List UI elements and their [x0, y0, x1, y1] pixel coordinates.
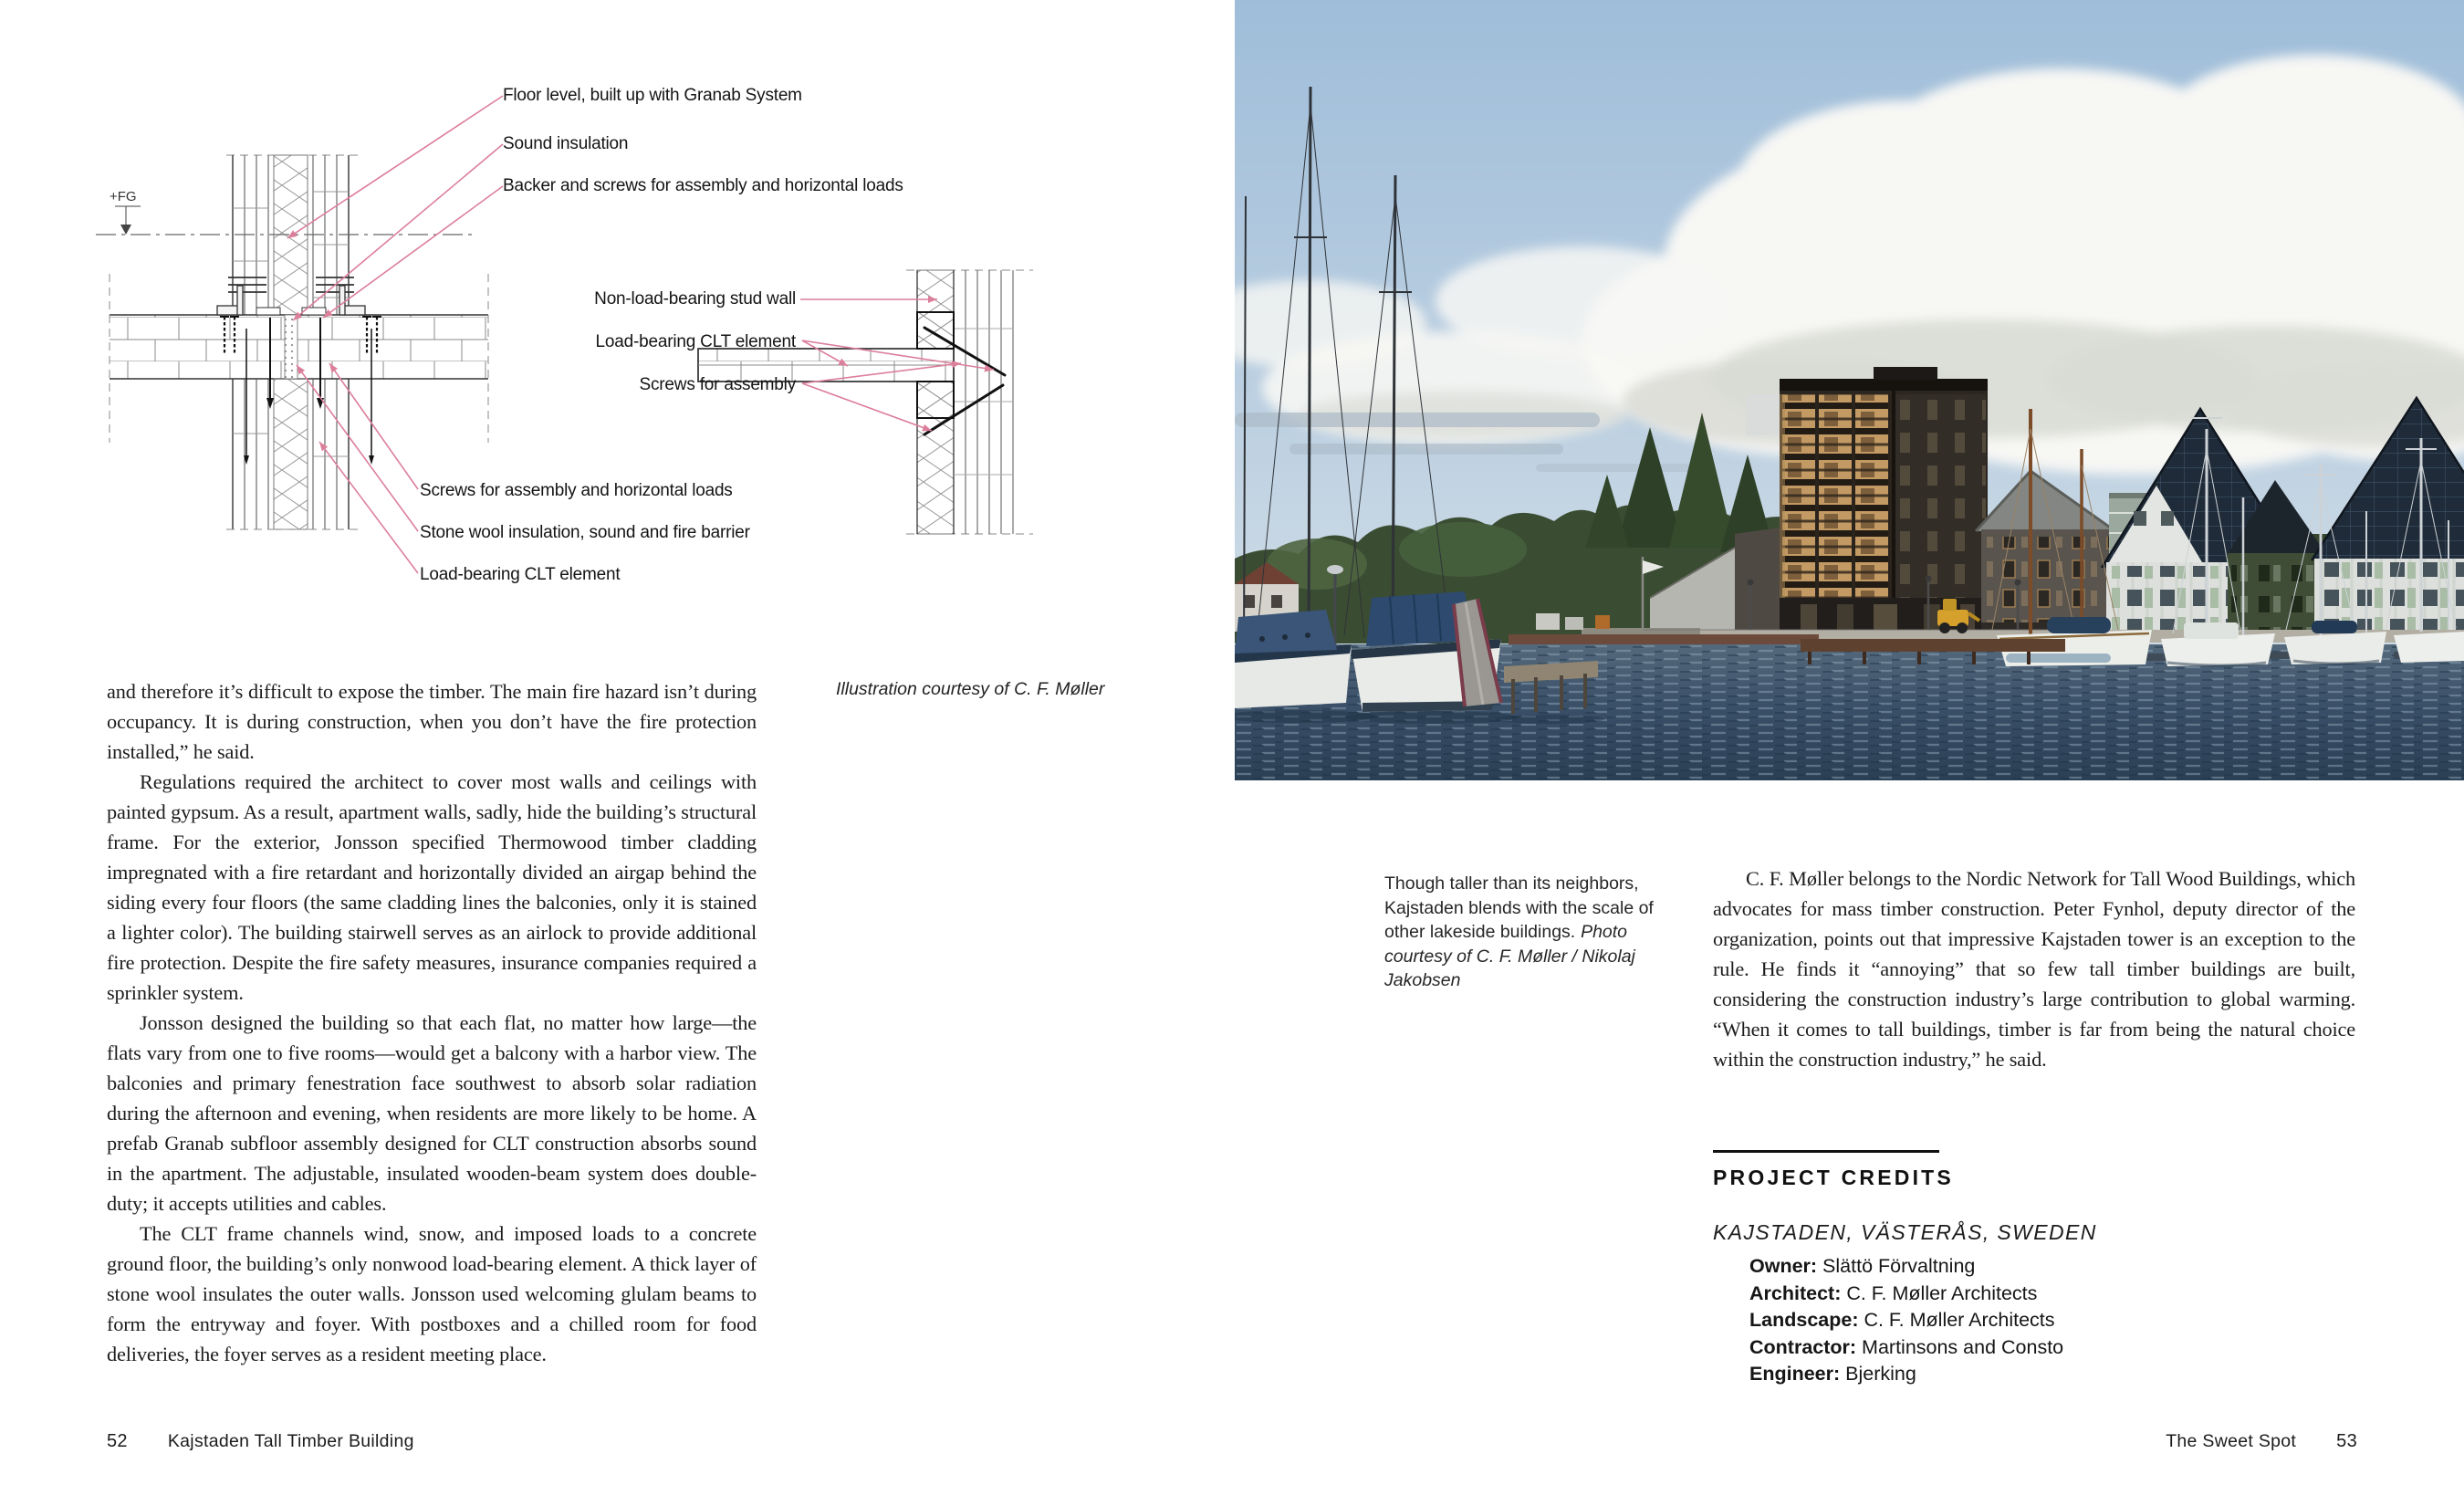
wall-floor-junction	[96, 155, 488, 529]
photo-caption	[1384, 872, 1675, 993]
diagram-label-stud-wall: Non-load-bearing stud wall	[594, 289, 796, 309]
body-paragraph: The CLT frame channels wind, snow, and imposed loads to a concrete ground floor, the building’s only nonwood load-bearing element. A thick layer of stone wool insulates the outer walls. Jonsson used welcoming glulam beams to form the entryway and foyer. With postboxes and a chilled room for food deliveries, the foyer serves as a resident meeting place.	[107, 1222, 757, 1365]
diagram-label-floor-level: Floor level, built up with Granab System	[503, 86, 802, 105]
diagram-label-stone-wool: Stone wool insulation, sound and fire barrier	[420, 523, 750, 542]
credit-label: Contractor:	[1749, 1335, 1857, 1358]
left-body-text	[107, 676, 757, 1369]
photo-caption-text: Though taller than its neighbors, Kajstaden blends with the scale of other lakeside buildings.	[1384, 873, 1654, 942]
credit-label: Owner:	[1749, 1255, 1818, 1277]
credit-label: Architect:	[1749, 1281, 1842, 1304]
photo-caption-credit: Photo courtesy of C. F. Møller / Nikolaj Jakobsen	[1384, 922, 1635, 990]
body-paragraph: Regulations required the architect to cover most walls and ceilings with painted gypsum. As a result, apartment walls, sadly, hide the building’s structural frame. For the exterior, Jonsson specified Thermowood timber cladding impregnated with a fire retardant and horizontally divided an airgap behind the siding every four floors (the same cladding lines the balconies, only it is stained a lighter color). The building stairwell serves as an airlock to provide additional fire protection. Despite the fire safety measures, insurance companies required a sprinkler system.	[107, 770, 757, 1004]
credits-heading: PROJECT CREDITS	[1713, 1166, 1954, 1189]
body-paragraph: C. F. Møller belongs to the Nordic Network for Tall Wood Buildings, which advocates for mass timber construction. Peter Fynhol, deputy director of the organization, points out that impressive Kajstaden tower is an exception to the rule. He finds it “annoying” that so few tall timber buildings are built, considering the construction industry’s large contribution to global warming. “When it comes to tall buildings, timber is far from being the natural choice within the construction industry,” he said.	[1713, 867, 2355, 1071]
illustration-credit: Illustration courtesy of C. F. Møller	[836, 679, 1105, 699]
credits-rule	[1713, 1150, 1939, 1153]
body-paragraph: Jonsson designed the building so that each flat, no matter how large—the flats vary from one to five rooms—would get a balcony with a harbor view. The balconies and primary fenestration face southwest to absorb solar radiation during the afternoon and evening, when residents are more likely to be home. A prefab Granab subfloor assembly designed for CLT construction absorbs sound in the apartment. The adjustable, insulated wooden-beam system does double-duty; it accepts utilities and cables.	[107, 1011, 757, 1215]
harbor-photo	[1235, 0, 2464, 780]
harbor-photo-art	[1235, 0, 2464, 780]
diagram-label-clt-element-bottom: Load-bearing CLT element	[420, 565, 621, 584]
left-footer	[107, 1431, 414, 1452]
credit-row: Engineer: Bjerking	[1749, 1363, 1916, 1386]
body-paragraph: and therefore it’s difficult to expose the timber. The main fire hazard isn’t during occupancy. It is during construction, when you don’t have the fire protection installed,” he said.	[107, 680, 757, 763]
right-footer	[2166, 1431, 2357, 1452]
diagram-label-backer-screws: Backer and screws for assembly and horizontal loads	[503, 176, 903, 195]
credit-row: Contractor: Martinsons and Consto	[1749, 1335, 2064, 1358]
right-page	[1232, 0, 2464, 1506]
kajstaden-tower	[1780, 367, 1988, 639]
credit-label: Engineer:	[1749, 1363, 1841, 1386]
wall-slab-connection	[698, 270, 1033, 534]
credits-location: KAJSTADEN, VÄSTERÅS, SWEDEN	[1713, 1220, 2097, 1244]
diagram-label-screws-horizontal: Screws for assembly and horizontal loads	[420, 481, 733, 500]
right-body-text	[1713, 863, 2355, 1074]
credit-row: Landscape: C. F. Møller Architects	[1749, 1309, 2055, 1332]
diagram-label-clt-element-right: Load-bearing CLT element	[595, 332, 796, 351]
pier-edge	[1801, 639, 2065, 652]
running-title-right: The Sweet Spot	[2166, 1431, 2297, 1451]
running-title-left: Kajstaden Tall Timber Building	[167, 1431, 414, 1451]
project-credits	[1713, 1150, 2356, 1388]
diagram-label-sound-insulation: Sound insulation	[503, 134, 629, 153]
credit-row: Architect: C. F. Møller Architects	[1749, 1281, 2038, 1304]
diagram-label-screws-assembly: Screws for assembly	[639, 375, 796, 394]
credit-row: Owner: Slättö Förvaltning	[1749, 1255, 1976, 1277]
credits-list	[1713, 1253, 2356, 1388]
credit-label: Landscape:	[1749, 1309, 1859, 1332]
page-number-right: 53	[2336, 1431, 2357, 1451]
fg-marker: +FG	[110, 189, 137, 204]
page-number-left: 52	[107, 1431, 128, 1451]
